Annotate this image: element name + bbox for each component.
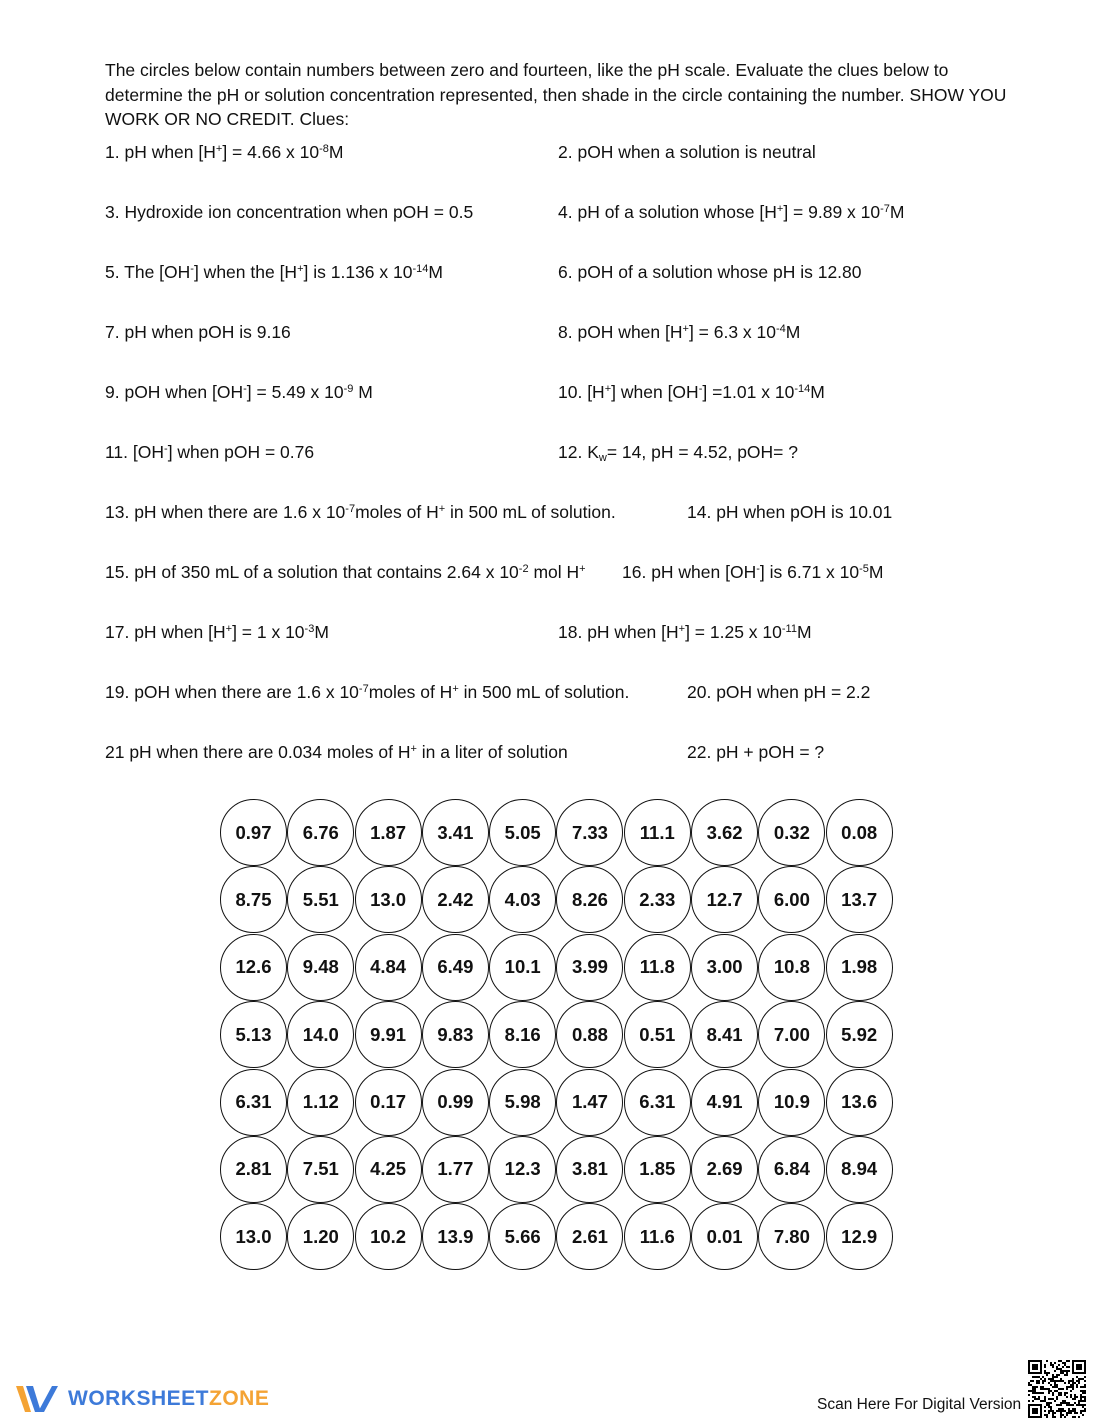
number-circle[interactable]: 5.05 [489, 799, 556, 866]
clue-text: + [776, 203, 784, 215]
number-circle[interactable]: 6.49 [422, 934, 489, 1001]
clue-text: 21 pH when there are 0.034 moles of H [105, 742, 411, 762]
clue-text: ] = 1 x 10 [232, 622, 305, 642]
clue-text: in 500 mL of solution. [445, 502, 616, 522]
number-circle[interactable]: 7.33 [556, 799, 623, 866]
brand-name [68, 1387, 269, 1411]
clue-text: - [698, 383, 703, 395]
clue-text: 12. K [558, 442, 599, 462]
worksheetzone-logo-icon [14, 1382, 60, 1416]
number-circle[interactable]: 2.61 [556, 1203, 623, 1270]
number-circle[interactable]: 4.84 [355, 934, 422, 1001]
number-circle[interactable]: 5.51 [287, 866, 354, 933]
clue-12 [558, 441, 798, 463]
instructions: The circles below contain numbers between zero and fourteen, like the pH scale. Evaluate the clues below to determine the pH or solution concentration represented, then shade in the circle containing the number. SHOW YOU WORK OR NO CREDIT. Clues: [105, 60, 1007, 129]
number-circle[interactable]: 13.0 [355, 866, 422, 933]
number-circle[interactable]: 11.1 [624, 799, 691, 866]
number-circle[interactable]: 3.99 [556, 934, 623, 1001]
clue-text: - [190, 263, 194, 275]
clue-text: -14 [412, 263, 429, 275]
clue-text: 4. pH of a solution whose [H [558, 202, 777, 222]
qr-code-icon[interactable] [1028, 1360, 1086, 1418]
clue-text: + [438, 503, 446, 515]
clue-3 [105, 201, 473, 223]
number-circle[interactable]: 1.98 [826, 934, 893, 1001]
clue-text: ] when [OH [611, 382, 699, 402]
clue-text: 8. pOH when [H [558, 322, 683, 342]
number-circle-grid [220, 799, 893, 1271]
clue-text: -7 [880, 203, 890, 215]
number-circle[interactable]: 1.87 [355, 799, 422, 866]
brand-part-zone: ZONE [209, 1387, 270, 1410]
clue-text: 19. pOH when there are 1.6 x 10 [105, 682, 359, 702]
clue-text: 11. [OH [105, 442, 165, 462]
clue-text: M [785, 322, 801, 342]
clue-text: -2 [518, 563, 529, 575]
number-circle[interactable]: 0.32 [758, 799, 825, 866]
clue-text: + [225, 623, 233, 635]
number-circle[interactable]: 10.8 [758, 934, 825, 1001]
number-circle[interactable]: 10.9 [758, 1069, 825, 1136]
clue-text: 16. pH when [OH [622, 562, 757, 582]
clue-text: + [678, 623, 686, 635]
clue-18 [558, 621, 812, 643]
number-circle[interactable]: 6.00 [758, 866, 825, 933]
clue-text: + [604, 383, 612, 395]
clue-text: 13. pH when there are 1.6 x 10 [105, 502, 346, 522]
clue-text: M [796, 622, 812, 642]
number-circle[interactable]: 1.77 [422, 1136, 489, 1203]
number-circle[interactable]: 0.08 [826, 799, 893, 866]
number-circle[interactable]: 13.9 [422, 1203, 489, 1270]
clue-13 [105, 501, 616, 523]
clue-text: M [314, 622, 329, 642]
number-circle[interactable]: 6.31 [624, 1069, 691, 1136]
number-circle[interactable]: 13.7 [826, 866, 893, 933]
clue-text: + [410, 743, 417, 755]
number-circle[interactable]: 3.00 [691, 934, 758, 1001]
clue-text: 7. pH when pOH is 9.16 [105, 322, 291, 342]
clue-19 [105, 681, 629, 703]
number-circle[interactable]: 1.85 [624, 1136, 691, 1203]
number-circle[interactable]: 6.84 [758, 1136, 825, 1203]
clue-text: M [889, 202, 905, 222]
clue-text: -7 [345, 503, 356, 515]
number-circle[interactable]: 2.69 [691, 1136, 758, 1203]
number-circle[interactable]: 11.8 [624, 934, 691, 1001]
clue-4 [558, 201, 904, 223]
clue-text: 22. pH + pOH = ? [687, 742, 825, 762]
clue-text: mol H [528, 562, 580, 582]
clue-text: moles of H [355, 502, 439, 522]
clue-text: ] =1.01 x 10 [702, 382, 795, 402]
clue-text: -7 [358, 683, 369, 695]
clue-text: -5 [859, 563, 869, 575]
number-circle[interactable]: 14.0 [287, 1001, 354, 1068]
number-circle[interactable]: 4.25 [355, 1136, 422, 1203]
clue-text: 10. [H [558, 382, 605, 402]
number-circle[interactable]: 6.76 [287, 799, 354, 866]
number-circle[interactable]: 3.81 [556, 1136, 623, 1203]
clue-text: ] = 6.3 x 10 [688, 322, 777, 342]
clue-text: + [297, 263, 304, 275]
number-circle[interactable]: 0.88 [556, 1001, 623, 1068]
clue-14 [687, 501, 892, 523]
number-circle[interactable]: 9.91 [355, 1001, 422, 1068]
number-circle[interactable]: 12.3 [489, 1136, 556, 1203]
clue-text: 1. pH when [H [105, 142, 216, 162]
number-circle[interactable]: 5.13 [220, 1001, 287, 1068]
clue-text: + [579, 563, 586, 575]
clue-text: 20. pOH when pH = 2.2 [687, 682, 871, 702]
clue-text: ] when the [H [193, 262, 298, 282]
number-circle[interactable]: 9.83 [422, 1001, 489, 1068]
number-circle[interactable]: 8.41 [691, 1001, 758, 1068]
clue-20 [687, 681, 870, 703]
clue-17 [105, 621, 329, 643]
number-circle[interactable]: 1.47 [556, 1069, 623, 1136]
clue-text: in a liter of solution [416, 742, 568, 762]
number-circle[interactable]: 0.17 [355, 1069, 422, 1136]
clue-1 [105, 141, 344, 163]
number-circle[interactable]: 4.91 [691, 1069, 758, 1136]
number-circle[interactable]: 0.97 [220, 799, 287, 866]
clue-text: 3. Hydroxide ion concentration when pOH = 0.5 [105, 202, 474, 222]
clue-text: ] = 1.25 x 10 [685, 622, 782, 642]
clue-text: 2. pOH when a solution is neutral [558, 142, 816, 162]
clue-text: 9. pOH when [OH [105, 382, 244, 402]
number-circle[interactable]: 7.80 [758, 1203, 825, 1270]
clue-text: moles of H [368, 682, 453, 702]
clue-text: - [243, 383, 247, 395]
clue-text: -14 [794, 383, 811, 395]
worksheetzone-logo [14, 1382, 269, 1416]
number-circle[interactable]: 12.6 [220, 934, 287, 1001]
number-circle[interactable]: 13.0 [220, 1203, 287, 1270]
scan-caption: Scan Here For Digital Version [817, 1396, 1022, 1413]
clue-2 [558, 141, 816, 163]
number-circle[interactable]: 9.48 [287, 934, 354, 1001]
number-circle[interactable]: 8.75 [220, 866, 287, 933]
clue-text: ] is 6.71 x 10 [759, 562, 860, 582]
clue-15 [105, 561, 586, 583]
clue-text: -3 [304, 623, 315, 635]
clue-text: ] is 1.136 x 10 [303, 262, 413, 282]
clue-9 [105, 381, 373, 403]
clue-text: 18. pH when [H [558, 622, 679, 642]
number-circle[interactable]: 5.92 [826, 1001, 893, 1068]
clue-text: 5. The [OH [105, 262, 191, 282]
clue-6 [558, 261, 862, 283]
clue-text: ] = 4.66 x 10 [222, 142, 320, 162]
number-circle[interactable]: 8.16 [489, 1001, 556, 1068]
number-circle[interactable]: 2.42 [422, 866, 489, 933]
clue-text: - [756, 563, 760, 575]
clue-text: + [682, 323, 689, 335]
number-circle[interactable]: 7.00 [758, 1001, 825, 1068]
clue-text: M [868, 562, 884, 582]
clue-16 [622, 561, 884, 583]
number-circle[interactable]: 6.31 [220, 1069, 287, 1136]
number-circle[interactable]: 5.98 [489, 1069, 556, 1136]
clue-5 [105, 261, 443, 283]
clue-21 [105, 741, 568, 763]
clue-7 [105, 321, 291, 343]
number-circle[interactable]: 0.51 [624, 1001, 691, 1068]
clue-text: -9 [343, 383, 354, 395]
clue-11 [105, 441, 314, 463]
clue-10 [558, 381, 825, 403]
clue-text: 6. pOH of a solution whose pH is 12.80 [558, 262, 862, 282]
number-circle[interactable]: 1.20 [287, 1203, 354, 1270]
clue-text: -4 [776, 323, 786, 335]
clue-text: w [598, 452, 607, 464]
clue-text: -8 [319, 143, 329, 155]
number-circle[interactable]: 13.6 [826, 1069, 893, 1136]
number-circle[interactable]: 3.62 [691, 799, 758, 866]
number-circle[interactable]: 2.33 [624, 866, 691, 933]
clue-text: + [215, 143, 223, 155]
clue-text: 14. pH when pOH is 10.01 [687, 502, 893, 522]
brand-part-worksheet: WORKSHEET [68, 1387, 209, 1410]
number-circle[interactable]: 12.9 [826, 1203, 893, 1270]
clue-text: ] = 5.49 x 10 [246, 382, 344, 402]
clue-text: - [164, 443, 168, 455]
number-circle[interactable]: 10.1 [489, 934, 556, 1001]
clue-text: ] when pOH = 0.76 [167, 442, 315, 462]
number-circle[interactable]: 3.41 [422, 799, 489, 866]
number-circle[interactable]: 8.26 [556, 866, 623, 933]
number-circle[interactable]: 0.01 [691, 1203, 758, 1270]
clue-text: M [328, 142, 344, 162]
number-circle[interactable]: 12.7 [691, 866, 758, 933]
clue-text: + [452, 683, 459, 695]
clue-text: M [428, 262, 443, 282]
number-circle[interactable]: 11.6 [624, 1203, 691, 1270]
number-circle[interactable]: 4.03 [489, 866, 556, 933]
number-circle[interactable]: 2.81 [220, 1136, 287, 1203]
clue-text: ] = 9.89 x 10 [783, 202, 881, 222]
number-circle[interactable]: 0.99 [422, 1069, 489, 1136]
clue-22 [687, 741, 824, 763]
clue-text: M [810, 382, 825, 402]
number-circle[interactable]: 7.51 [287, 1136, 354, 1203]
clue-text: in 500 mL of solution. [458, 682, 630, 702]
clue-text: -11 [781, 623, 797, 635]
number-circle[interactable]: 5.66 [489, 1203, 556, 1270]
number-circle[interactable]: 1.12 [287, 1069, 354, 1136]
number-circle[interactable]: 10.2 [355, 1203, 422, 1270]
clue-text: = 14, pH = 4.52, pOH= ? [606, 442, 798, 462]
clue-text: M [353, 382, 373, 402]
clue-text: 15. pH of 350 mL of a solution that contains 2.64 x 10 [105, 562, 519, 582]
clue-8 [558, 321, 800, 343]
number-circle[interactable]: 8.94 [826, 1136, 893, 1203]
clue-text: 17. pH when [H [105, 622, 226, 642]
